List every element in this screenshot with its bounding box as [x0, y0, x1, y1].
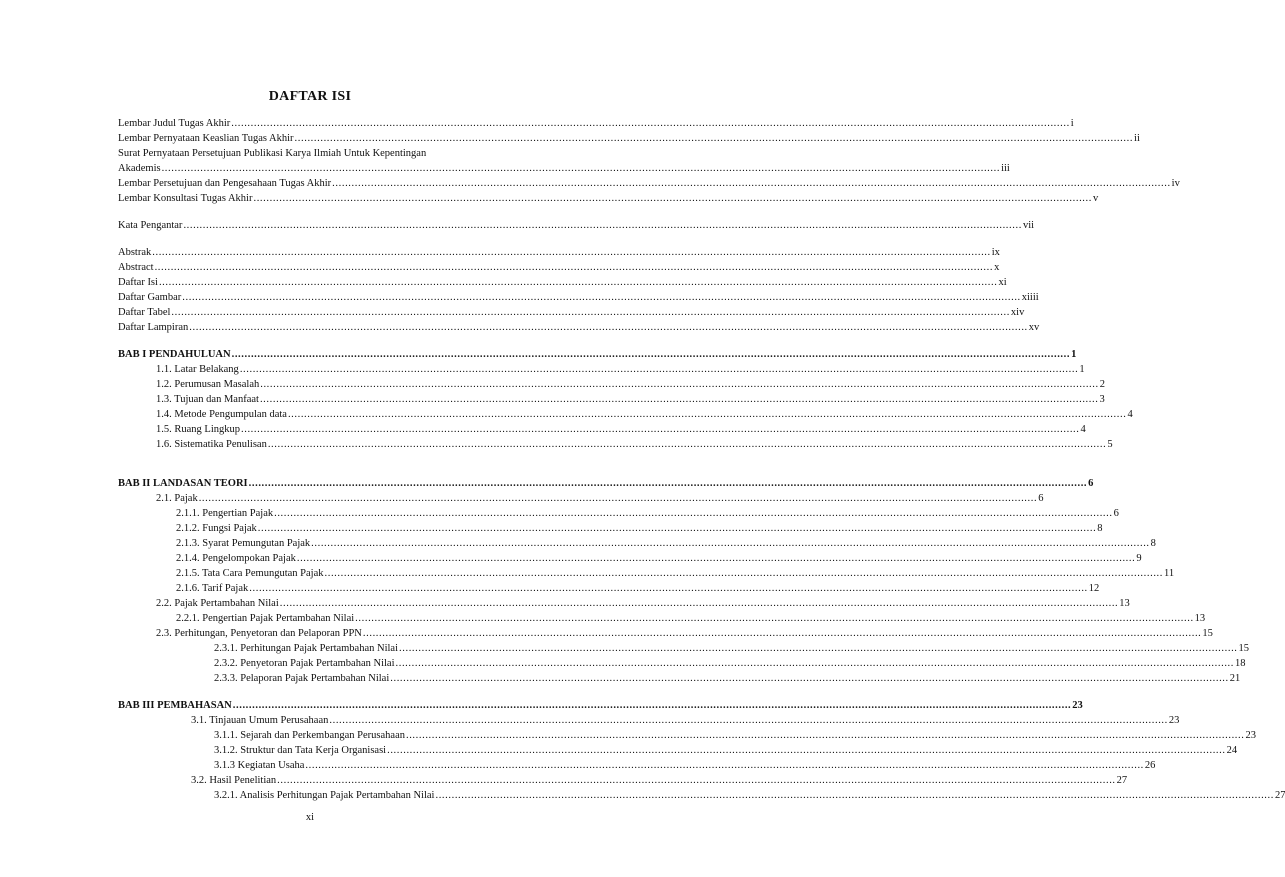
toc-entry-label: 2.2.1. Pengertian Pajak Pertambahan Nilai [176, 613, 355, 624]
toc-dot-leader: .................................................................................................................................................................................................................................................................... [279, 598, 1119, 609]
toc-entry-label: 2.1.6. Tarif Pajak [176, 583, 249, 594]
toc-dot-leader: .................................................................................................................................................................................................................................................................... [277, 775, 1116, 786]
toc-entry-page: 23 [1245, 730, 1256, 741]
toc-entry-label: 2.3. Perhitungan, Penyetoran dan Pelaporan PPN [156, 628, 362, 639]
toc-entry-row [176, 611, 1206, 626]
toc-entry-row [214, 641, 1250, 656]
toc-entry-label: 1.2. Perumusan Masalah [156, 379, 260, 390]
toc-entry-row [176, 536, 1156, 551]
page-number: xi [305, 812, 315, 823]
toc-entry-label: Abstrak [118, 247, 152, 258]
toc-dot-leader: .................................................................................................................................................................................................................................................................... [362, 628, 1202, 639]
toc-entry-row [214, 656, 1246, 671]
toc-dot-leader: .................................................................................................................................................................................................................................................................... [267, 439, 1107, 450]
toc-dot-leader: .................................................................................................................................................................................................................................................................... [183, 220, 1022, 231]
toc-entry-label: 3.2.1. Analisis Perhitungan Pajak Pertambahan Nilai [214, 790, 435, 801]
toc-entry-label: 2.1.2. Fungsi Pajak [176, 523, 257, 534]
toc-entry-row [118, 161, 1010, 176]
toc-entry-row [191, 713, 1180, 728]
toc-dot-leader: .................................................................................................................................................................................................................................................................... [259, 394, 1099, 405]
toc-entry-row [118, 260, 1000, 275]
toc-chapter-row [118, 698, 1083, 713]
toc-entry-label: Daftar Isi [118, 277, 158, 288]
toc-entry-page: xiv [1010, 307, 1025, 318]
toc-entry-page: 13 [1119, 598, 1130, 609]
toc-dot-leader: .................................................................................................................................................................................................................................................................... [239, 364, 1079, 375]
toc-entry-page: 23 [1168, 715, 1180, 726]
toc-entry-row [118, 191, 1099, 206]
toc-dot-leader: .................................................................................................................................................................................................................................................................... [158, 277, 998, 288]
toc-entry-row [176, 551, 1142, 566]
toc-entry-page: 8 [1097, 523, 1103, 534]
toc-entry-page: 4 [1080, 424, 1086, 435]
toc-entry-page: 5 [1107, 439, 1113, 450]
toc-dot-leader: .................................................................................................................................................................................................................................................................... [332, 178, 1171, 189]
toc-entry-label: BAB II LANDASAN TEORI [118, 478, 248, 489]
toc-entry-row [214, 728, 1256, 743]
toc-entry-label: 1.4. Metode Pengumpulan data [156, 409, 287, 420]
toc-dot-leader: .................................................................................................................................................................................................................................................................... [241, 424, 1080, 435]
toc-entry-row [118, 320, 1040, 335]
toc-dot-leader: .................................................................................................................................................................................................................................................................... [253, 193, 1092, 204]
toc-entry-row [176, 566, 1175, 581]
toc-entry-page: 2 [1099, 379, 1105, 390]
toc-dot-leader: .................................................................................................................................................................................................................................................................... [390, 673, 1229, 684]
toc-entry-row [118, 245, 1000, 260]
toc-dot-leader: .................................................................................................................................................................................................................................................................... [324, 568, 1163, 579]
toc-entry-row [176, 521, 1103, 536]
toc-dot-leader: .................................................................................................................................................................................................................................................................... [260, 379, 1099, 390]
toc-entry-row [156, 437, 1113, 452]
toc-dot-leader: .................................................................................................................................................................................................................................................................... [387, 745, 1226, 756]
toc-dot-leader: .................................................................................................................................................................................................................................................................... [231, 118, 1070, 129]
toc-dot-leader: .................................................................................................................................................................................................................................................................... [152, 247, 991, 258]
toc-entry-row [176, 581, 1100, 596]
toc-dot-leader: .................................................................................................................................................................................................................................................................... [274, 508, 1113, 519]
toc-entry-page: xiiii [1021, 292, 1039, 303]
toc-entry-page: 15 [1238, 643, 1250, 654]
toc-entry-row [156, 377, 1105, 392]
toc-dot-leader: .................................................................................................................................................................................................................................................................... [294, 133, 1134, 144]
toc-chapter-row [118, 347, 1077, 362]
toc-entry-label: Lembar Persetujuan dan Pengesahaan Tugas Akhir [118, 178, 332, 189]
toc-entry-label: 2.1.3. Syarat Pemungutan Pajak [176, 538, 311, 549]
toc-entry-row [156, 626, 1213, 641]
toc-dot-leader: .................................................................................................................................................................................................................................................................... [182, 292, 1021, 303]
toc-entry-label: 2.3.1. Perhitungan Pajak Pertambahan Nilai [214, 643, 399, 654]
toc-entry-page: 23 [1072, 700, 1083, 711]
page-title: DAFTAR ISI [268, 89, 352, 104]
toc-entry-page: i [1070, 118, 1074, 129]
toc-entry-label: 3.1.2. Struktur dan Tata Kerja Organisasi [214, 745, 387, 756]
toc-entry-page: 11 [1164, 568, 1175, 579]
toc-entry-row [156, 362, 1085, 377]
toc-chapter-row [118, 476, 1094, 491]
toc-entry-label: 2.1. Pajak [156, 493, 198, 504]
toc-dot-leader: .................................................................................................................................................................................................................................................................... [198, 493, 1038, 504]
toc-entry-label: Daftar Lampiran [118, 322, 189, 333]
toc-entry-page: xv [1028, 322, 1040, 333]
toc-entry-label: 1.3. Tujuan dan Manfaat [156, 394, 259, 405]
toc-entry-row [214, 671, 1241, 686]
toc-entry-label: 2.1.1. Pengertian Pajak [176, 508, 274, 519]
toc-entry-label: 3.1.1. Sejarah dan Perkembangan Perusahaan [214, 730, 405, 741]
toc-entry-page: 13 [1194, 613, 1206, 624]
toc-entry-row [118, 305, 1025, 320]
toc-dot-leader: .................................................................................................................................................................................................................................................................... [232, 700, 1072, 711]
toc-entry-label: 2.1.5. Tata Cara Pemungutan Pajak [176, 568, 324, 579]
toc-entry-page: vii [1022, 220, 1035, 231]
toc-entry-label: BAB I PENDAHULUAN [118, 349, 231, 360]
toc-entry-label: 2.3.3. Pelaporan Pajak Pertambahan Nilai [214, 673, 390, 684]
toc-entry-page: 6 [1088, 478, 1094, 489]
toc-dot-leader: .................................................................................................................................................................................................................................................................... [171, 307, 1010, 318]
toc-entry-label: Lembar Judul Tugas Akhir [118, 118, 231, 129]
toc-entry-label: Lembar Konsultasi Tugas Akhir [118, 193, 253, 204]
toc-entry-page: iii [1001, 163, 1010, 174]
toc-entry-page: 6 [1038, 493, 1044, 504]
toc-entry-label: Abstract [118, 262, 154, 273]
toc-entry-row [118, 218, 1035, 233]
toc-entry-row [214, 758, 1156, 773]
toc-dot-leader: .................................................................................................................................................................................................................................................................... [287, 409, 1127, 420]
toc-dot-leader: .................................................................................................................................................................................................................................................................... [231, 349, 1071, 360]
toc-entry-page: 3 [1099, 394, 1105, 405]
toc-entry-page: 26 [1144, 760, 1156, 771]
toc-entry-page: 24 [1226, 745, 1238, 756]
toc-dot-leader: .................................................................................................................................................................................................................................................................... [248, 478, 1088, 489]
toc-entry-page: 8 [1150, 538, 1156, 549]
toc-entry-page: 9 [1136, 553, 1142, 564]
toc-entry-row [191, 773, 1128, 788]
toc-dot-leader: .................................................................................................................................................................................................................................................................... [405, 730, 1245, 741]
toc-entry-row [156, 596, 1130, 611]
toc-dot-leader: .................................................................................................................................................................................................................................................................... [189, 322, 1028, 333]
toc-entry-page: 21 [1229, 673, 1241, 684]
toc-entry-label: Kata Pengantar [118, 220, 183, 231]
toc-entry-row [214, 743, 1238, 758]
toc-entry-row [156, 407, 1133, 422]
toc-entry-page: x [994, 262, 1000, 273]
toc-dot-leader: .................................................................................................................................................................................................................................................................... [154, 262, 994, 273]
toc-entry-page: 27 [1274, 790, 1285, 801]
toc-entry-label: 3.2. Hasil Penelitian [191, 775, 277, 786]
toc-entry-page: 1 [1071, 349, 1077, 360]
toc-entry-row [156, 392, 1105, 407]
toc-entry-label: Daftar Gambar [118, 292, 182, 303]
toc-entry-page: 4 [1127, 409, 1133, 420]
toc-dot-leader: .................................................................................................................................................................................................................................................................... [305, 760, 1144, 771]
toc-entry-page: xi [998, 277, 1007, 288]
toc-entry-row [118, 275, 1007, 290]
toc-entry-page: 6 [1113, 508, 1119, 519]
toc-entry-page: iv [1171, 178, 1180, 189]
toc-entry-label: 2.2. Pajak Pertambahan Nilai [156, 598, 279, 609]
toc-entry-row [176, 506, 1119, 521]
toc-entry-page: 12 [1088, 583, 1100, 594]
toc-entry-label: 1.6. Sistematika Penulisan [156, 439, 267, 450]
toc-entry-label: Lembar Pernyataan Keaslian Tugas Akhir [118, 133, 294, 144]
toc-entry-label: 1.1. Latar Belakang [156, 364, 239, 375]
toc-entry-label: Surat Pernyataan Persetujuan Publikasi Karya Ilmiah Untuk Kepentingan [118, 148, 427, 159]
toc-dot-leader: .................................................................................................................................................................................................................................................................... [399, 643, 1238, 654]
toc-entry-page: v [1092, 193, 1099, 204]
toc-entry-page: 1 [1079, 364, 1085, 375]
toc-dot-leader: .................................................................................................................................................................................................................................................................... [257, 523, 1097, 534]
toc-entry-page: 27 [1116, 775, 1128, 786]
toc-entry-page: ix [991, 247, 1000, 258]
toc-entry-label: BAB III PEMBAHASAN [118, 700, 232, 711]
toc-dot-leader: .................................................................................................................................................................................................................................................................... [355, 613, 1194, 624]
toc-entry-label: Daftar Tabel [118, 307, 171, 318]
toc-dot-leader: .................................................................................................................................................................................................................................................................... [311, 538, 1150, 549]
toc-entry-label: 2.1.4. Pengelompokan Pajak [176, 553, 296, 564]
toc-entry-label: 3.1. Tinjauan Umum Perusahaan [191, 715, 329, 726]
toc-entry-row [118, 116, 1074, 131]
toc-entry-label: Akademis [118, 163, 161, 174]
toc-entry-row [118, 176, 1180, 191]
toc-entry-row [118, 146, 541, 161]
toc-entry-page: ii [1134, 133, 1140, 144]
toc-dot-leader: .................................................................................................................................................................................................................................................................... [435, 790, 1274, 801]
toc-entry-page: 18 [1235, 658, 1246, 669]
toc-entry-row [156, 422, 1086, 437]
toc-entry-label: 3.1.3 Kegiatan Usaha [214, 760, 305, 771]
toc-dot-leader: .................................................................................................................................................................................................................................................................... [395, 658, 1234, 669]
toc-entry-label: 1.5. Ruang Lingkup [156, 424, 240, 435]
toc-entry-row [118, 290, 1039, 305]
toc-entry-row [118, 131, 1140, 146]
toc-entry-page: 15 [1202, 628, 1213, 639]
toc-entry-row [156, 491, 1044, 506]
toc-dot-leader: .................................................................................................................................................................................................................................................................... [296, 553, 1136, 564]
toc-entry-label: 2.3.2. Penyetoran Pajak Pertambahan Nilai [214, 658, 395, 669]
toc-dot-leader: .................................................................................................................................................................................................................................................................... [161, 163, 1001, 174]
toc-entry-row [214, 788, 1285, 803]
toc-dot-leader: .................................................................................................................................................................................................................................................................... [249, 583, 1088, 594]
toc-dot-leader: .................................................................................................................................................................................................................................................................... [329, 715, 1168, 726]
